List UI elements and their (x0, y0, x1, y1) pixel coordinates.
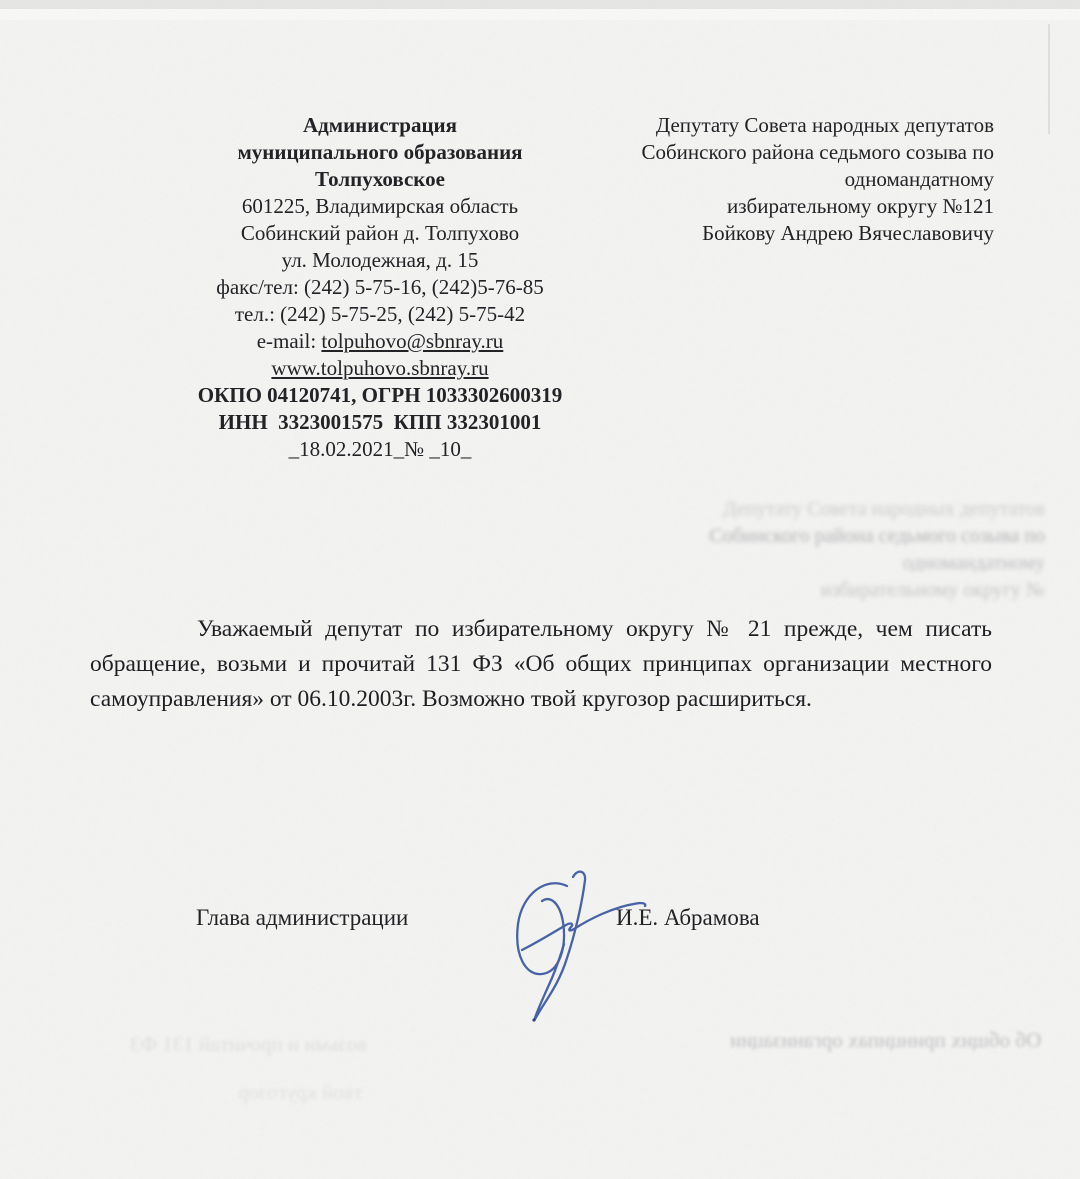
addressee-line: Депутату Совета народных депутатов (655, 113, 994, 137)
letterhead-block (150, 112, 610, 463)
letterhead-inn-kpp: ИНН 3323001575 КПП 332301001 (218, 410, 542, 434)
addressee-line: Собинского района седьмого созыва по (641, 140, 994, 164)
ghost-fragment: твой кругозор (238, 1080, 363, 1104)
email-address: tolpuhovo@sbnray.ru (321, 329, 504, 353)
letterhead-street: ул. Молодежная, д. 15 (281, 248, 479, 272)
letter-date-number: _18.02.2021_№ _10_ (288, 437, 472, 461)
ghost-fragment: возьми и прочитай 131 ФЗ (130, 1032, 368, 1056)
letterhead-website: www.tolpuhovo.sbnray.ru (271, 356, 489, 380)
scan-top-light-band (0, 9, 1080, 20)
letterhead-org-line3: Толпуховское (315, 167, 445, 191)
letterhead-phone: тел.: (242) 5-75-25, (242) 5-75-42 (234, 302, 526, 326)
letterhead-email-line (150, 328, 610, 355)
ghost-line: Собинского района седьмого созыва по (709, 525, 1045, 547)
letterhead-org-line2: муниципального образования (237, 140, 523, 164)
signer-name: И.Е. Абрамова (616, 905, 760, 930)
addressee-line: одномандатному (844, 167, 994, 191)
addressee-block (588, 112, 994, 247)
letterhead-okpo-ogrn: ОКПО 04120741, ОГРН 1033302600319 (197, 383, 563, 407)
handwritten-signature (470, 862, 660, 1052)
bleed-through-text-middle (110, 496, 1045, 604)
letterhead-org-line1: Администрация (302, 113, 458, 137)
letterhead-postal: 601225, Владимирская область (241, 194, 519, 218)
addressee-line: Бойкову Андрею Вячеславовичу (702, 221, 994, 245)
scan-top-edge-band (0, 0, 1080, 9)
letterhead-district: Собинский район д. Толпухово (240, 221, 520, 245)
letterhead-fax: факс/тел: (242) 5-75-16, (242)5-76-85 (216, 275, 544, 299)
signer-title: Глава администрации (196, 905, 409, 930)
scan-right-edge-mark (1048, 24, 1050, 134)
letter-body-paragraph: Уважаемый депутат по избирательному округу № 21 прежде, чем писать обращение, возьми и прочитай 131 ФЗ «Об общих принципах организации местного самоуправления» от 06.10.2003г. Возможно твой кругозор расшириться. (90, 616, 992, 712)
addressee-line: избирательному округу №121 (727, 194, 994, 218)
ghost-line: одномандатному (902, 552, 1045, 574)
ghost-line: Депутату Совета народных депутатов (722, 498, 1045, 520)
email-label: e-mail: (256, 329, 322, 353)
ghost-line: избирательному округу № (820, 579, 1045, 601)
ghost-fragment: Об общих принципах организации (730, 1028, 1042, 1052)
